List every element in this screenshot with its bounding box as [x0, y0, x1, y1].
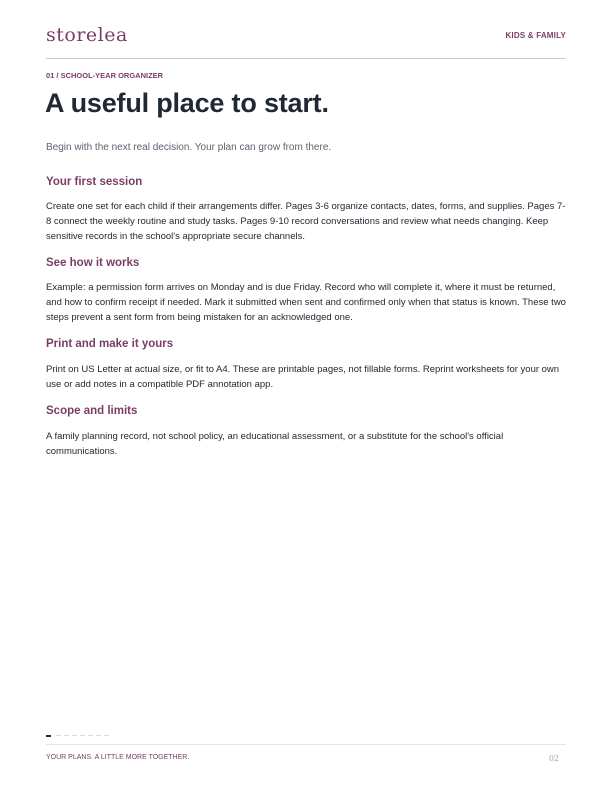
category-tag: KIDS & FAMILY: [505, 31, 566, 40]
progress-mark: [56, 735, 61, 736]
progress-mark: [64, 735, 69, 736]
section-heading-first-session: Your first session: [46, 176, 143, 188]
footer-divider: [46, 744, 566, 745]
progress-mark: [104, 735, 109, 736]
progress-mark-current: [46, 735, 51, 737]
intro-text: Begin with the next real decision. Your plan can grow from there.: [46, 142, 332, 153]
section-heading-print: Print and make it yours: [46, 338, 174, 350]
page-progress-marks: [46, 735, 116, 737]
section-heading-how-it-works: See how it works: [46, 257, 140, 269]
page-number: 02: [548, 754, 559, 763]
brand-logo: storelea: [46, 24, 128, 46]
section-heading-scope: Scope and limits: [46, 405, 138, 417]
section-body-how-it-works: Example: a permission form arrives on Monday and is due Friday. Record who will complete it, where it must be returned, and how to confirm receipt if needed. Mark it submitted when sent and confirmed only when that status is known. These two steps prevent a sent form from being mistaken for an acknowledged one.: [46, 282, 566, 323]
progress-mark: [72, 735, 77, 736]
section-eyebrow: 01 / SCHOOL-YEAR ORGANIZER: [46, 71, 164, 80]
section-body-first-session: Create one set for each child if their arrangements differ. Pages 3-6 organize contacts, dates, forms, and supplies. Pages 7-8 connect the weekly routine and study tasks. Pages 9-10 record conversations and review what needs changing. Keep sensitive records in the school's appropriate secure channels.: [46, 201, 566, 242]
progress-mark: [88, 735, 93, 736]
page-title: A useful place to start.: [45, 88, 329, 118]
section-body-scope: A family planning record, not school policy, an educational assessment, or a substitute for the school's official communications.: [46, 431, 504, 457]
progress-mark: [80, 735, 85, 736]
section-body-print: Print on US Letter at actual size, or fit to A4. These are printable pages, not fillable forms. Reprint worksheets for your own use or add notes in a compatible PDF annotation app.: [46, 364, 560, 390]
progress-mark: [96, 735, 101, 736]
footer-tagline: YOUR PLANS. A LITTLE MORE TOGETHER.: [46, 754, 190, 761]
page-header: [46, 22, 566, 59]
